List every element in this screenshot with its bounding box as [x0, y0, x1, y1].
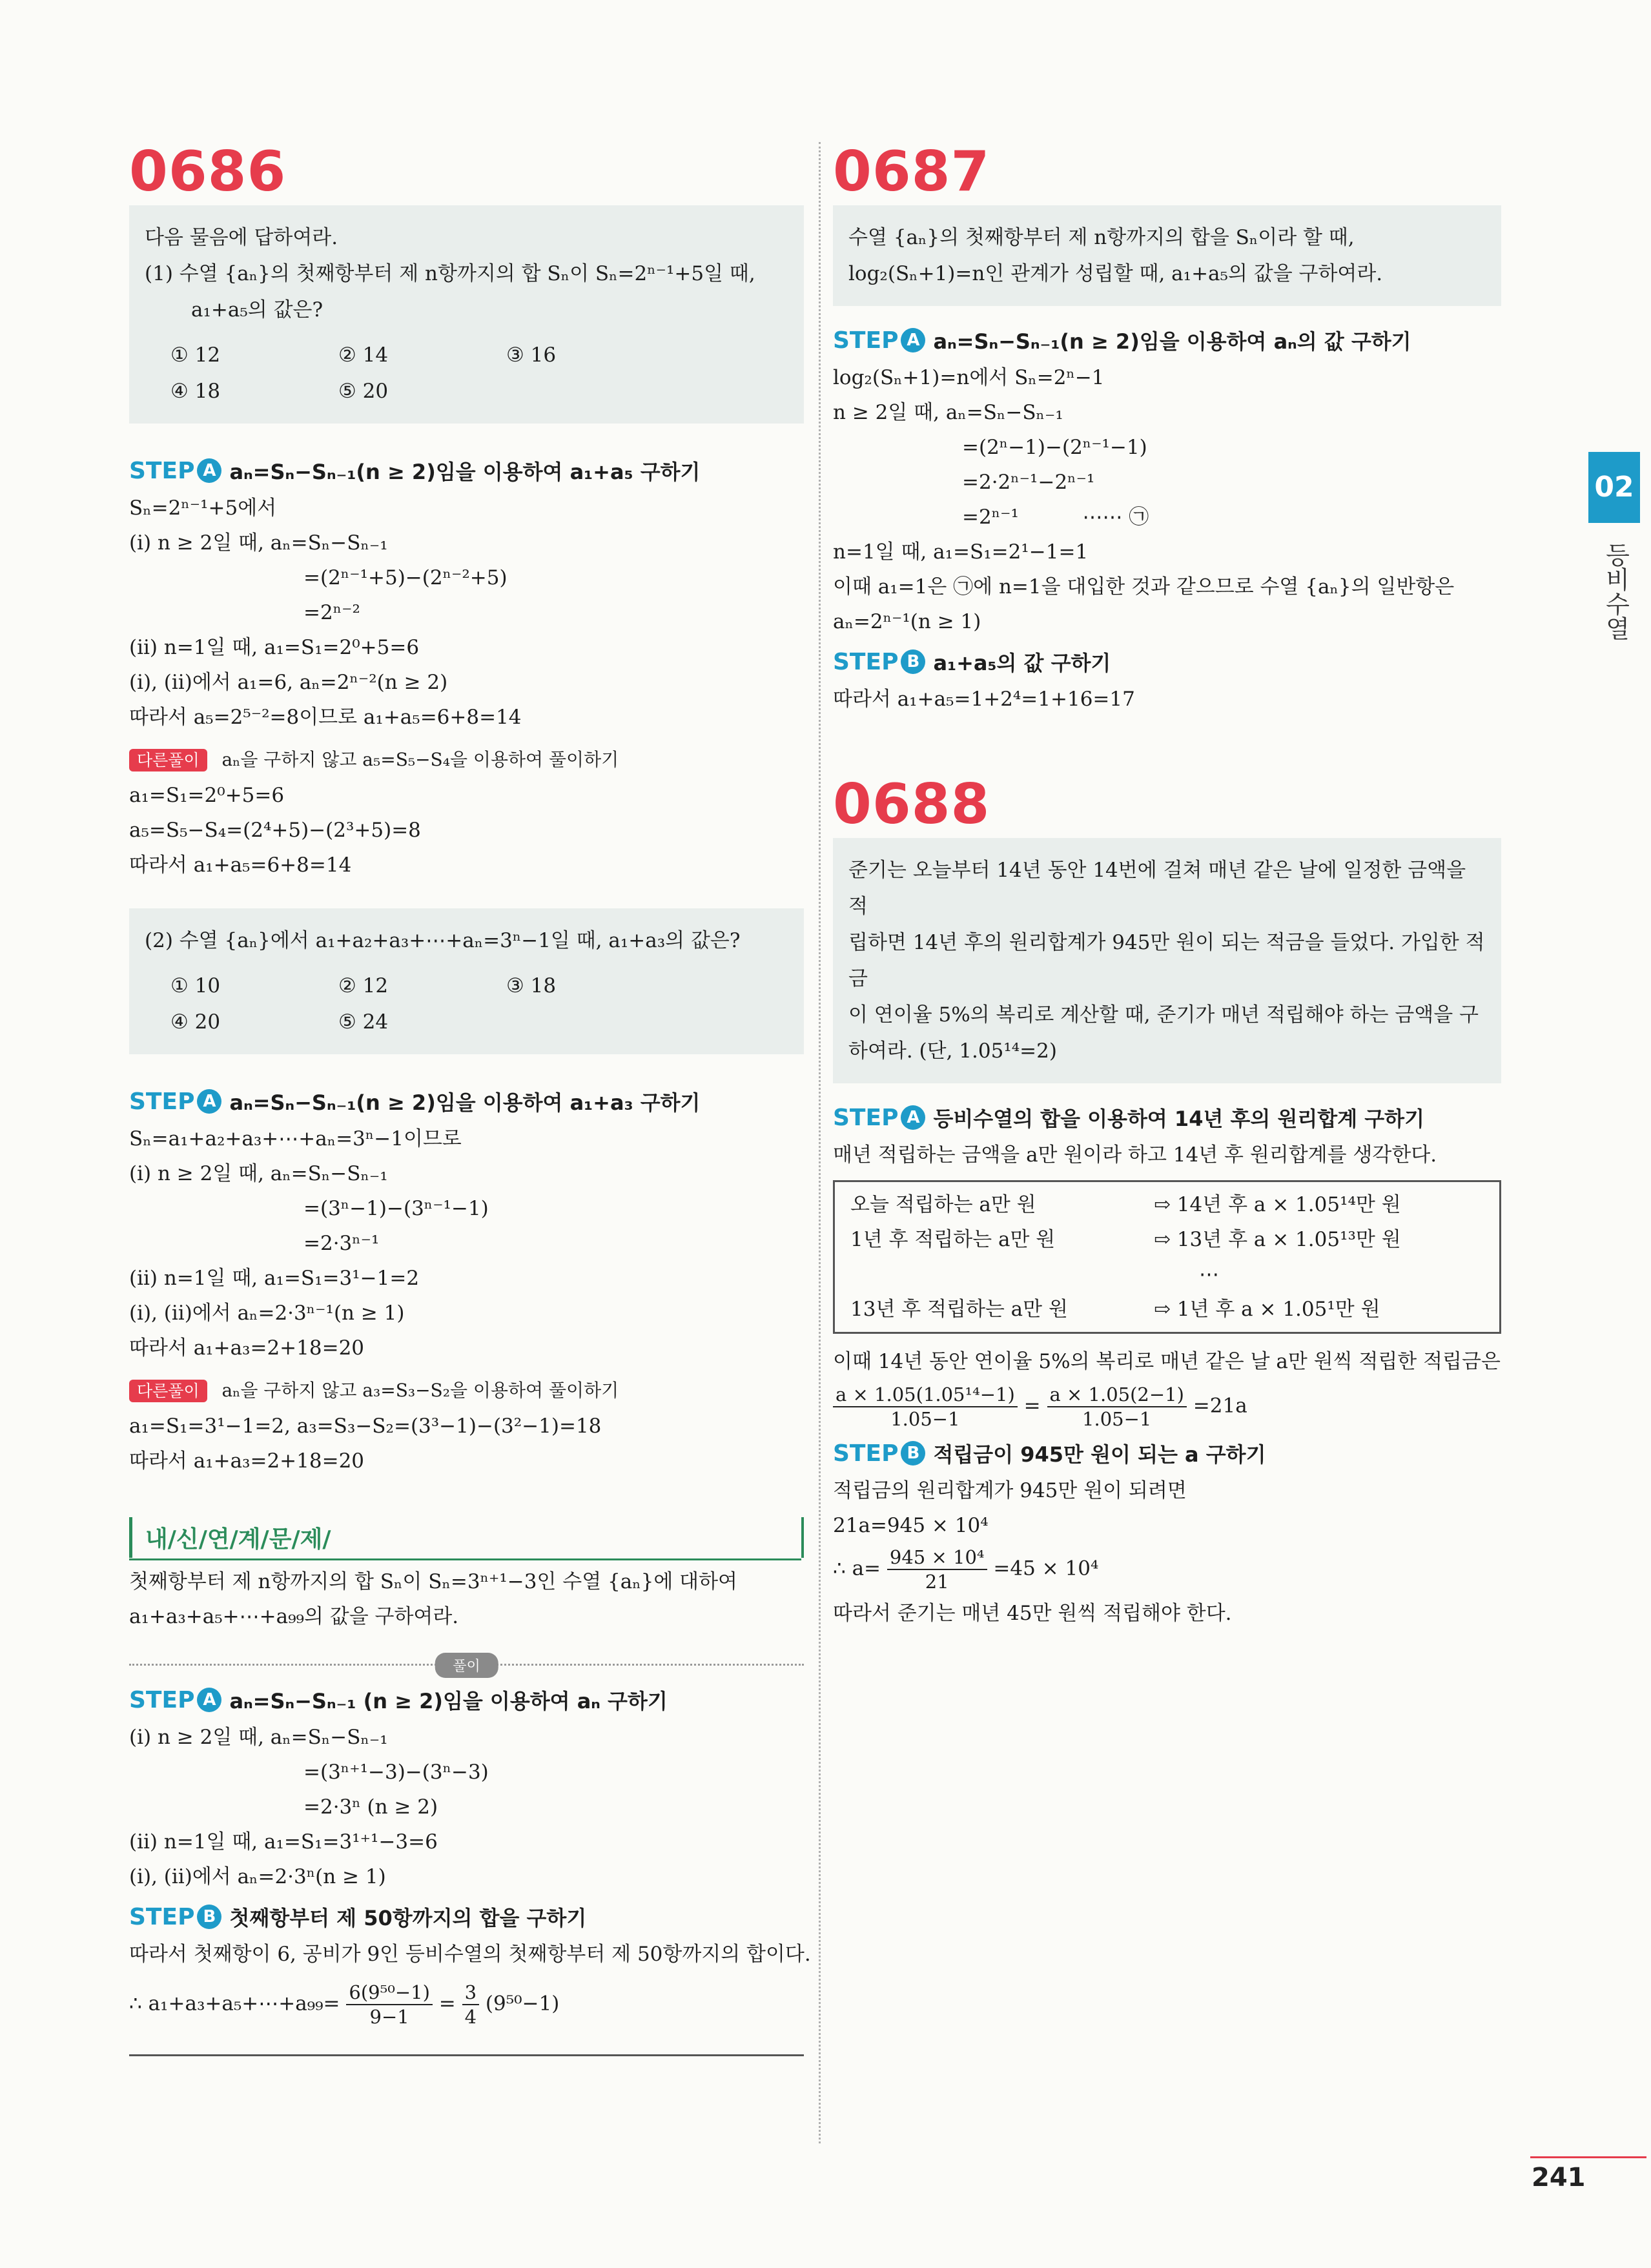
- step-marker: STEP B: [833, 649, 925, 675]
- fraction-line: $\frac{\text{a × 1.05(1.05¹⁴−1)}}{1.05-1}$ = $\frac{a \times 1.05(2-1)}{1.05-1}$ =21a: [833, 1383, 1501, 1431]
- alt-tag: 다른풀이: [129, 1380, 207, 1402]
- column-divider: [819, 142, 821, 2143]
- solution-line: =2ⁿ⁻¹ ⋯⋯ ㉠: [962, 506, 1149, 529]
- solution-line: (ⅰ), (ⅱ)에서 aₙ=2·3ⁿ(n ≥ 1): [129, 1865, 386, 1888]
- solution-line: aₙ=2ⁿ⁻¹(n ≥ 1): [833, 610, 981, 633]
- chapter-label: 등비수열: [1601, 542, 1630, 640]
- step-a-heading: STEP A aₙ=Sₙ−Sₙ₋₁ (n ≥ 2)임을 이용하여 aₙ 구하기: [129, 1686, 668, 1713]
- step-a-heading: STEP A aₙ=Sₙ−Sₙ₋₁(n ≥ 2)임을 이용하여 aₙ의 값 구하기: [833, 327, 1411, 354]
- savings-table: [833, 1180, 1501, 1334]
- solution-line: (ⅱ) n=1일 때, a₁=S₁=2⁰+5=6: [129, 636, 420, 659]
- solution-label: 풀이: [435, 1653, 498, 1678]
- step-b-heading: STEP B 첫째항부터 제 50항까지의 합을 구하기: [129, 1903, 587, 1930]
- solution-line: n ≥ 2일 때, aₙ=Sₙ−Sₙ₋₁: [833, 401, 1063, 424]
- solution-line: 따라서 a₁+a₅=6+8=14: [129, 853, 352, 877]
- table-row: 1년 후 적립하는 a만 원 ⇨ 13년 후 a × 1.05¹³만 원: [850, 1228, 1401, 1251]
- solution-line: =2·3ⁿ⁻¹: [303, 1232, 380, 1255]
- fraction-line: ∴ a= $\frac{\text{945 × 10⁴}}{21}$ =45 × 10⁴: [833, 1546, 1099, 1593]
- problem-box-0686: [129, 205, 804, 424]
- choice: ⑤ 24: [338, 1010, 389, 1034]
- solution-line: =2·3ⁿ (n ≥ 2): [303, 1795, 438, 1819]
- problem-number-0687: 0687: [833, 139, 990, 204]
- final-answer-line: ∴ a₁+a₃+a₅+⋯+a₉₉= $\frac{\text{6(9⁵⁰−1)}}{9-1}$ = $\frac{3}{4}$ (9⁵⁰−1): [129, 1981, 560, 2028]
- step-marker: STEP A: [129, 458, 221, 484]
- step-a-heading: STEP A 등비수열의 합을 이용하여 14년 후의 원리합계 구하기: [833, 1104, 1424, 1131]
- solution-line: =2·2ⁿ⁻¹−2ⁿ⁻¹: [962, 471, 1095, 494]
- fraction: $\frac{a \times 1.05(2-1)}{1.05-1}$: [1047, 1383, 1187, 1431]
- solution-line: =(2ⁿ−1)−(2ⁿ⁻¹−1): [962, 436, 1147, 459]
- step-a-heading: STEP A aₙ=Sₙ−Sₙ₋₁(n ≥ 2)임을 이용하여 a₁+a₅ 구하기: [129, 457, 701, 484]
- alt-tag: 다른풀이: [129, 749, 207, 771]
- footer-rule: [1530, 2156, 1646, 2158]
- step-marker: STEP A: [129, 1088, 221, 1115]
- solution-line: =2ⁿ⁻²: [303, 601, 360, 624]
- right-column: [833, 139, 1501, 1631]
- solution-line: 따라서 a₁+a₅=1+2⁴=1+16=17: [833, 688, 1135, 711]
- question-1: (1) 수열 {aₙ}의 첫째항부터 제 n항까지의 합 Sₙ이 Sₙ=2ⁿ⁻¹+5일 때,: [145, 262, 755, 285]
- solution-line: a₅=S₅−S₄=(2⁴+5)−(2³+5)=8: [129, 819, 421, 842]
- choice: ① 10: [170, 974, 221, 997]
- question-1-cont: a₁+a₅의 값은?: [191, 298, 323, 322]
- problem-box-0686-2: [129, 908, 804, 1054]
- solution-line: (ⅰ), (ⅱ)에서 a₁=6, aₙ=2ⁿ⁻²(n ≥ 2): [129, 671, 448, 694]
- related-problem-text: 첫째항부터 제 n항까지의 합 Sₙ이 Sₙ=3ⁿ⁺¹−3인 수열 {aₙ}에 대하여 a₁+a₃+a₅+⋯+a₉₉의 값을 구하여라.: [129, 1570, 738, 1628]
- choice: ④ 20: [170, 1010, 221, 1034]
- step-b-heading: STEP B 적립금이 945만 원이 되는 a 구하기: [833, 1440, 1266, 1467]
- solution-line: 따라서 a₁+a₃=2+18=20: [129, 1336, 365, 1360]
- fraction: $\frac{3}{4}$: [462, 1981, 479, 2028]
- solution-line: log₂(Sₙ+1)=n에서 Sₙ=2ⁿ−1: [833, 366, 1105, 389]
- question-2: (2) 수열 {aₙ}에서 a₁+a₂+a₃+⋯+aₙ=3ⁿ−1일 때, a₁+a₃의 값은?: [145, 929, 741, 952]
- choice: ③ 16: [506, 343, 557, 367]
- choices-1: [145, 337, 788, 409]
- solution-line: (ⅰ) n ≥ 2일 때, aₙ=Sₙ−Sₙ₋₁: [129, 1162, 388, 1185]
- alternate-solution-heading: 다른풀이 aₙ을 구하지 않고 a₃=S₃−S₂을 이용하여 풀이하기: [129, 1373, 804, 1409]
- solution-line: 이때 a₁=1은 ㉠에 n=1을 대입한 것과 같으므로 수열 {aₙ}의 일반항은: [833, 575, 1455, 598]
- choices-2: [145, 968, 788, 1040]
- intro-text: 다음 물음에 답하여라.: [145, 226, 338, 249]
- solution-line: =(2ⁿ⁻¹+5)−(2ⁿ⁻²+5): [303, 566, 508, 589]
- page-number: 241: [1532, 2163, 1586, 2192]
- choice: ② 14: [338, 343, 389, 367]
- choice: ① 12: [170, 343, 221, 367]
- solution-line: a₁=S₁=2⁰+5=6: [129, 784, 285, 807]
- problem-box-0688: 준기는 오늘부터 14년 동안 14번에 걸쳐 매년 같은 날에 일정한 금액을 적 립하면 14년 후의 원리합계가 945만 원이 되는 적금을 들었다. 가입한 적금 이 연이율 5%의 복리로 계산할 때, 준기가 매년 적립해야 하는 금액을 구 하여라. (단, 1.05¹⁴=2): [833, 838, 1501, 1083]
- step-marker: STEP A: [129, 1687, 221, 1713]
- fraction: $\frac{\text{945 × 10⁴}}{21}$: [887, 1546, 987, 1593]
- problem-box-0687: 수열 {aₙ}의 첫째항부터 제 n항까지의 합을 Sₙ이라 할 때, log₂(Sₙ+1)=n인 관계가 성립할 때, a₁+a₅의 값을 구하여라.: [833, 205, 1501, 306]
- step-marker: STEP A: [833, 327, 925, 354]
- step-marker: STEP B: [833, 1440, 925, 1467]
- alternate-solution-heading: 다른풀이 aₙ을 구하지 않고 a₅=S₅−S₄을 이용하여 풀이하기: [129, 742, 804, 778]
- solution-line: (ⅰ) n ≥ 2일 때, aₙ=Sₙ−Sₙ₋₁: [129, 1726, 388, 1749]
- fraction: $\frac{\text{a × 1.05(1.05¹⁴−1)}}{1.05-1}$: [833, 1383, 1018, 1431]
- solution-line: 매년 적립하는 금액을 a만 원이라 하고 14년 후 원리합계를 생각한다.: [833, 1143, 1437, 1167]
- end-rule: [129, 2054, 804, 2056]
- solution-line: 적립금의 원리합계가 945만 원이 되려면: [833, 1479, 1187, 1502]
- left-column: [129, 139, 811, 2056]
- solution-line: 따라서 a₅=2⁵⁻²=8이므로 a₁+a₅=6+8=14: [129, 706, 522, 729]
- solution-line: 이때 14년 동안 연이율 5%의 복리로 매년 같은 날 a만 원씩 적립한 적립금은: [833, 1350, 1501, 1373]
- step-marker: STEP A: [833, 1105, 925, 1131]
- solution-line: 21a=945 × 10⁴: [833, 1514, 989, 1537]
- choice: ② 12: [338, 974, 389, 997]
- solution-line: (ⅰ), (ⅱ)에서 aₙ=2·3ⁿ⁻¹(n ≥ 1): [129, 1302, 405, 1325]
- solution-line: =(3ⁿ⁺¹−3)−(3ⁿ−3): [303, 1761, 489, 1784]
- solution-line: n=1일 때, a₁=S₁=2¹−1=1: [833, 540, 1089, 564]
- solution-line: Sₙ=a₁+a₂+a₃+⋯+aₙ=3ⁿ−1이므로: [129, 1127, 462, 1150]
- problem-number-0686: 0686: [129, 139, 287, 204]
- table-row: 13년 후 적립하는 a만 원 ⇨ 1년 후 a × 1.05¹만 원: [850, 1298, 1380, 1321]
- step-marker: STEP B: [129, 1904, 221, 1930]
- fraction: $\frac{\text{6(9⁵⁰−1)}}{9-1}$: [346, 1981, 433, 2028]
- solution-line: 따라서 a₁+a₃=2+18=20: [129, 1449, 365, 1473]
- related-problem-title: 내/신/연/계/문/제/: [129, 1517, 804, 1558]
- choice: ④ 18: [170, 380, 221, 403]
- solution-line: (ⅰ) n ≥ 2일 때, aₙ=Sₙ−Sₙ₋₁: [129, 531, 388, 555]
- solution-line: Sₙ=2ⁿ⁻¹+5에서: [129, 496, 277, 520]
- step-a-heading: STEP A aₙ=Sₙ−Sₙ₋₁(n ≥ 2)임을 이용하여 a₁+a₃ 구하기: [129, 1088, 701, 1115]
- solution-line: (ⅱ) n=1일 때, a₁=S₁=3¹⁺¹−3=6: [129, 1830, 438, 1854]
- choice: ③ 18: [506, 974, 557, 997]
- chapter-tab: 02: [1588, 452, 1640, 523]
- solution-line: 따라서 준기는 매년 45만 원씩 적립해야 한다.: [833, 1602, 1232, 1625]
- table-row: 오늘 적립하는 a만 원 ⇨ 14년 후 a × 1.05¹⁴만 원: [850, 1193, 1401, 1216]
- solution-line: 따라서 첫째항이 6, 공비가 9인 등비수열의 첫째항부터 제 50항까지의 합이다.: [129, 1943, 811, 1966]
- solution-line: =(3ⁿ−1)−(3ⁿ⁻¹−1): [303, 1197, 489, 1220]
- solution-separator: [129, 1659, 804, 1675]
- problem-number-0688: 0688: [833, 772, 990, 837]
- step-b-heading: STEP B a₁+a₅의 값 구하기: [833, 648, 1111, 675]
- solution-line: (ⅱ) n=1일 때, a₁=S₁=3¹−1=2: [129, 1267, 420, 1290]
- solution-line: a₁=S₁=3¹−1=2, a₃=S₃−S₂=(3³−1)−(3²−1)=18: [129, 1415, 602, 1438]
- choice: ⑤ 20: [338, 380, 389, 403]
- table-row: ⋯: [1199, 1263, 1219, 1286]
